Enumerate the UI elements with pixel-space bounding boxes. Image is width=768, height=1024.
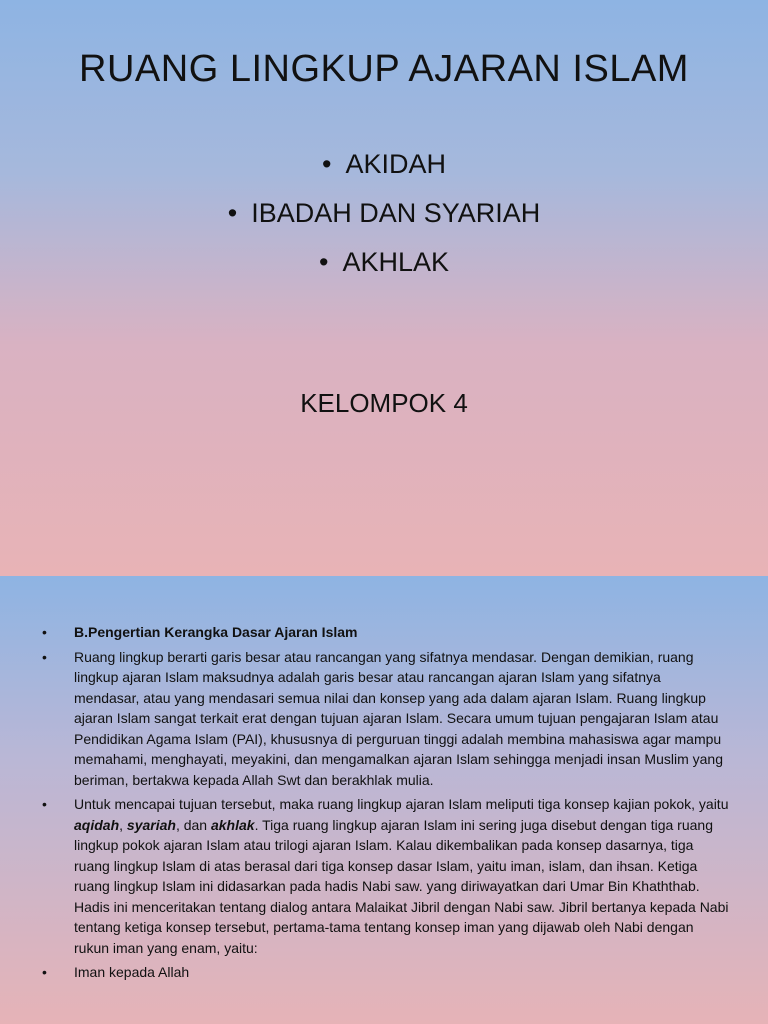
topic-item: • AKHLAK: [318, 247, 449, 277]
list-item: [40, 647, 730, 791]
topic-list: [0, 140, 768, 287]
slide-title: RUANG LINGKUP AJARAN ISLAM: [79, 48, 689, 90]
topic-item: • IBADAH DAN SYARIAH: [227, 198, 541, 228]
bullet-icon: •: [42, 648, 47, 665]
content-slide: [0, 576, 768, 1024]
section-heading: B.Pengertian Kerangka Dasar Ajaran Islam: [74, 624, 358, 640]
bullet-icon: •: [42, 964, 47, 980]
topic-item: • AKIDAH: [322, 149, 446, 179]
term-aqidah: aqidah: [74, 816, 120, 833]
bullet-icon: •: [42, 624, 47, 640]
bullet-icon: •: [42, 796, 47, 812]
list-item: [40, 962, 730, 983]
term-akhlak: akhlak: [210, 816, 255, 833]
content-list: [40, 622, 730, 987]
paragraph-text: Iman kepada Allah: [74, 964, 190, 980]
bullet-icon: •: [227, 198, 238, 228]
bullet-icon: •: [318, 247, 329, 277]
term-syariah: syariah: [126, 816, 176, 833]
group-label: KELOMPOK 4: [300, 388, 468, 418]
paragraph-text: Ruang lingkup berarti garis besar atau rancangan yang sifatnya mendasar. Dengan demikian, ruang lingkup ajaran Islam maksudnya adalah garis besar atau rancangan ajaran Islam yang sifatnya mendasar, atau yang mendasari semua nilai dan konsep yang ada dalam ajaran Islam. Ruang lingkup ajaran Islam sangat terkait erat dengan tujuan ajaran Islam. Secara umum tujuan pengajaran Islam atau Pendidikan Agama Islam (PAI), khususnya di perguruan tinggi adalah membina mahasiswa agar mampu memahami, menghayati, meyakini, dan mengamalkan ajaran Islam sehingga menjadi insan Muslim yang beriman, bertakwa kepada Allah Swt dan berakhlak mulia.: [74, 648, 723, 788]
bullet-icon: •: [322, 149, 332, 179]
paragraph-text: Untuk mencapai tujuan tersebut, maka ruang lingkup ajaran Islam meliputi tiga konsep kajian pokok, yaitu aqidah, syariah, dan akhlak. Tiga ruang lingkup ajaran Islam ini sering juga disebut dengan tiga ruang lingkup pokok ajaran Islam atau trilogi ajaran Islam. Kalau dikembalikan pada konsep dasarnya, tiga ruang lingkup Islam di atas berasal dari tiga konsep dasar Islam, yaitu iman, islam, dan ihsan. Ketiga ruang lingkup Islam ini didasarkan pada hadis Nabi saw. yang diriwayatkan dari Umar Bin Khaththab. Hadis ini menceritakan tentang dialog antara Malaikat Jibril dengan Nabi saw. Jibril bertanya kepada Nabi tentang ketiga konsep tersebut, pertama-tama tentang konsep iman yang dijawab oleh Nabi dengan rukun iman yang enam, yaitu:: [74, 796, 729, 956]
list-item: [40, 794, 730, 958]
list-item: [40, 622, 730, 643]
